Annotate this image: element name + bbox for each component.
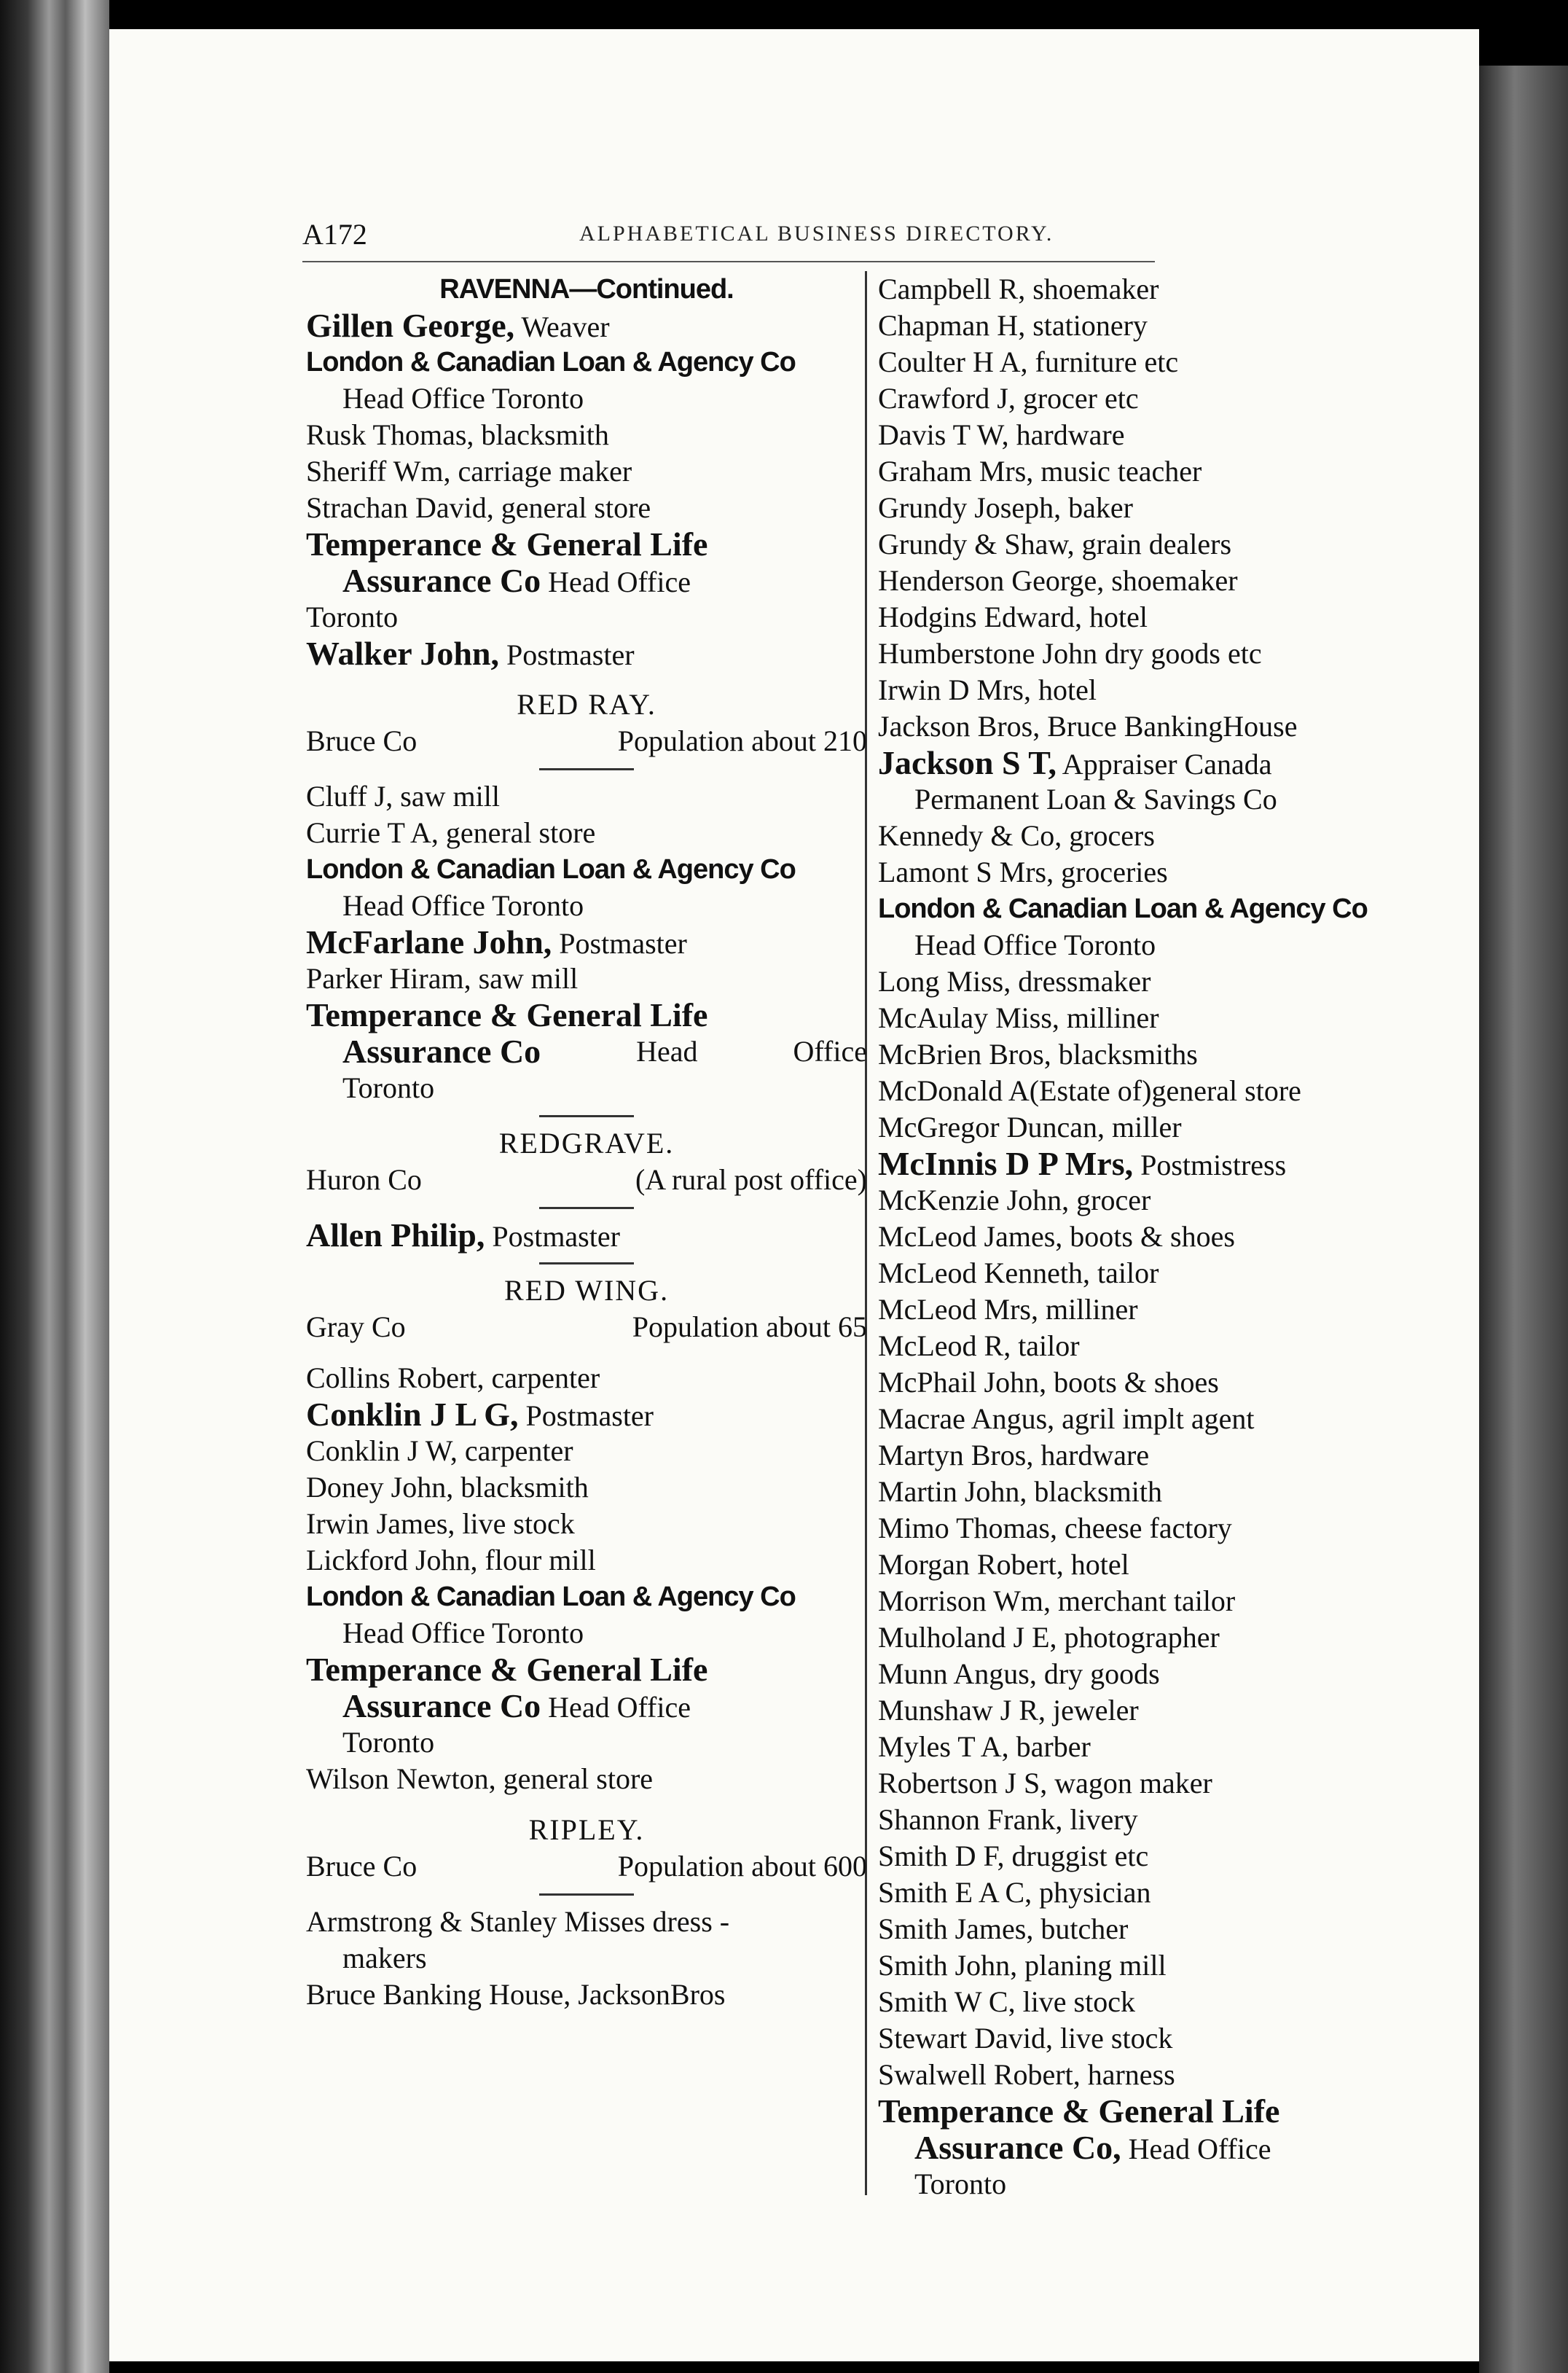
entry: Henderson George, shoemaker bbox=[878, 564, 1238, 597]
entry: Currie T A, general store bbox=[306, 816, 596, 849]
entry-continuation: Permanent Loan & Savings Co bbox=[914, 783, 1277, 816]
separator-rule bbox=[306, 759, 867, 778]
entry: Armstrong & Stanley Misses dress - bbox=[306, 1905, 730, 1938]
entry: Conklin J W, carpenter bbox=[306, 1434, 573, 1467]
entry: Conklin J L G, Postmaster bbox=[306, 1396, 654, 1433]
entry: Grundy Joseph, baker bbox=[878, 491, 1133, 524]
entry: Long Miss, dressmaker bbox=[878, 965, 1151, 998]
entry-continuation: Toronto bbox=[342, 1726, 435, 1759]
entry: London & Canadian Loan & Agency Co bbox=[306, 347, 796, 378]
entry: Jackson Bros, Bruce BankingHouse bbox=[878, 710, 1298, 743]
entry: Lamont S Mrs, groceries bbox=[878, 856, 1168, 888]
town-info: Huron Co (A rural post office) bbox=[306, 1163, 867, 1196]
entry-continuation: makers bbox=[342, 1942, 427, 1974]
entry: Chapman H, stationery bbox=[878, 309, 1148, 342]
entry: Campbell R, shoemaker bbox=[878, 273, 1159, 305]
entry: Jackson S T, Appraiser Canada bbox=[878, 744, 1272, 781]
entry: Morrison Wm, merchant tailor bbox=[878, 1584, 1236, 1617]
entry: Morgan Robert, hotel bbox=[878, 1548, 1129, 1581]
entry: Irwin D Mrs, hotel bbox=[878, 673, 1097, 706]
separator-rule bbox=[306, 1198, 867, 1217]
entry: Mimo Thomas, cheese factory bbox=[878, 1512, 1232, 1544]
entry: Cluff J, saw mill bbox=[306, 780, 500, 813]
entry: Temperance & General Life bbox=[306, 525, 708, 563]
entry: Graham Mrs, music teacher bbox=[878, 455, 1202, 488]
entry: Kennedy & Co, grocers bbox=[878, 819, 1155, 852]
town-heading-red-ray: RED RAY. bbox=[517, 688, 656, 721]
entry: McDonald A(Estate of)general store bbox=[878, 1074, 1301, 1107]
entry: Myles T A, barber bbox=[878, 1730, 1091, 1763]
entry: Sheriff Wm, carriage maker bbox=[306, 455, 632, 488]
entry: Coulter H A, furniture etc bbox=[878, 345, 1179, 378]
entry: Smith James, butcher bbox=[878, 1912, 1129, 1945]
separator-rule bbox=[306, 1254, 867, 1272]
entry: McLeod R, tailor bbox=[878, 1329, 1080, 1362]
entry: Lickford John, flour mill bbox=[306, 1544, 596, 1576]
header-rule bbox=[302, 261, 1155, 262]
entry: London & Canadian Loan & Agency Co bbox=[878, 894, 1368, 924]
separator-rule bbox=[306, 1885, 867, 1904]
separator-rule bbox=[306, 1106, 867, 1125]
entry: Munshaw J R, jeweler bbox=[878, 1694, 1139, 1727]
entry: Humberstone John dry goods etc bbox=[878, 637, 1262, 670]
entry: Collins Robert, carpenter bbox=[306, 1361, 600, 1394]
page-header bbox=[302, 217, 1159, 261]
entry: McPhail John, boots & shoes bbox=[878, 1366, 1219, 1399]
entry: Hodgins Edward, hotel bbox=[878, 601, 1148, 633]
entry: Allen Philip, Postmaster bbox=[306, 1216, 620, 1254]
entry: Doney John, blacksmith bbox=[306, 1471, 589, 1504]
entry-continuation: Head Office Toronto bbox=[342, 1616, 584, 1649]
town-heading-redgrave: REDGRAVE. bbox=[498, 1127, 675, 1160]
entry-continuation: Head Office Toronto bbox=[342, 889, 584, 922]
book-spine bbox=[0, 0, 109, 2373]
page-number: A172 bbox=[302, 218, 367, 251]
right-column bbox=[878, 271, 1461, 2202]
town-info: Bruce Co Population about 600 bbox=[306, 1850, 867, 1883]
entry: London & Canadian Loan & Agency Co bbox=[306, 1582, 796, 1612]
entry: Irwin James, live stock bbox=[306, 1507, 575, 1540]
entry: McLeod James, boots & shoes bbox=[878, 1220, 1235, 1253]
running-title: ALPHABETICAL BUSINESS DIRECTORY. bbox=[579, 222, 1054, 246]
entry: McAulay Miss, milliner bbox=[878, 1001, 1159, 1034]
entry: Smith D F, druggist etc bbox=[878, 1840, 1149, 1872]
entry: Temperance & General Life bbox=[306, 1651, 708, 1688]
town-info: Gray Co Population about 65 bbox=[306, 1310, 867, 1343]
entry: Shannon Frank, livery bbox=[878, 1803, 1138, 1836]
entry-continuation: Toronto bbox=[306, 601, 399, 633]
entry: McKenzie John, grocer bbox=[878, 1184, 1151, 1216]
entry: Davis T W, hardware bbox=[878, 418, 1125, 451]
section-heading-ravenna: RAVENNA—Continued. bbox=[439, 274, 734, 305]
entry: Crawford J, grocer etc bbox=[878, 382, 1139, 415]
entry-continuation: Assurance Co Head Office bbox=[342, 1033, 867, 1070]
entry: London & Canadian Loan & Agency Co bbox=[306, 854, 796, 885]
entry: McLeod Kenneth, tailor bbox=[878, 1256, 1159, 1289]
entry-continuation: Toronto bbox=[914, 2167, 1007, 2200]
entry: McBrien Bros, blacksmiths bbox=[878, 1038, 1198, 1071]
entry: Macrae Angus, agril implt agent bbox=[878, 1402, 1255, 1435]
entry: Smith E A C, physician bbox=[878, 1876, 1151, 1909]
entry-continuation: Assurance Co, Head Office bbox=[914, 2129, 1271, 2166]
entry-continuation: Head Office Toronto bbox=[914, 929, 1156, 961]
entry: Grundy & Shaw, grain dealers bbox=[878, 528, 1232, 560]
entry: Wilson Newton, general store bbox=[306, 1762, 654, 1795]
entry: Munn Angus, dry goods bbox=[878, 1657, 1160, 1690]
town-info: Bruce Co Population about 210 bbox=[306, 724, 867, 757]
entry: McInnis D P Mrs, Postmistress bbox=[878, 1145, 1287, 1182]
entry: Smith W C, live stock bbox=[878, 1985, 1135, 2018]
entry: McGregor Duncan, miller bbox=[878, 1111, 1182, 1144]
entry: Mulholand J E, photographer bbox=[878, 1621, 1220, 1654]
entry: Temperance & General Life bbox=[306, 996, 708, 1033]
entry: Martin John, blacksmith bbox=[878, 1475, 1162, 1508]
book-edge bbox=[1479, 66, 1568, 2373]
entry-continuation: Assurance Co Head Office bbox=[342, 1687, 691, 1724]
entry: Stewart David, live stock bbox=[878, 2022, 1173, 2055]
entry: Gillen George, Weaver bbox=[306, 307, 610, 344]
entry: Strachan David, general store bbox=[306, 491, 651, 524]
entry: Robertson J S, wagon maker bbox=[878, 1767, 1212, 1799]
entry: Bruce Banking House, JacksonBros bbox=[306, 1978, 726, 2011]
town-heading-ripley: RIPLEY. bbox=[528, 1813, 645, 1846]
entry: Smith John, planing mill bbox=[878, 1949, 1167, 1982]
entry: McFarlane John, Postmaster bbox=[306, 923, 687, 961]
town-heading-red-wing: RED WING. bbox=[503, 1274, 670, 1307]
entry: Parker Hiram, saw mill bbox=[306, 962, 579, 995]
entry: Walker John, Postmaster bbox=[306, 635, 635, 672]
left-column bbox=[306, 271, 867, 2013]
entry-continuation: Head Office Toronto bbox=[342, 382, 584, 415]
entry: Martyn Bros, hardware bbox=[878, 1439, 1150, 1471]
entry: Temperance & General Life bbox=[878, 2092, 1280, 2130]
entry-continuation: Toronto bbox=[342, 1071, 435, 1104]
entry: Rusk Thomas, blacksmith bbox=[306, 418, 609, 451]
entry-continuation: Assurance Co Head Office bbox=[342, 562, 691, 599]
entry: Swalwell Robert, harness bbox=[878, 2058, 1175, 2091]
entry: McLeod Mrs, milliner bbox=[878, 1293, 1138, 1326]
